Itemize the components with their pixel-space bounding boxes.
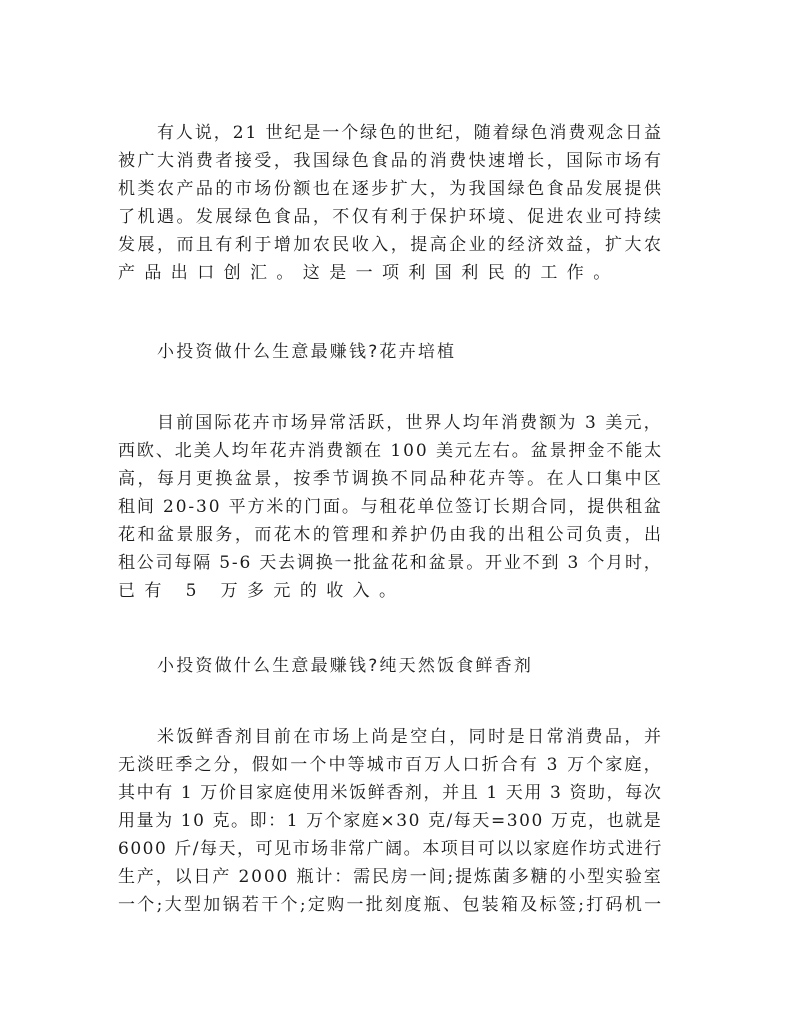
paragraph-line: 高，每月更换盆景，按季节调换不同品种花卉等。在人口集中区 bbox=[118, 469, 664, 489]
paragraph-line: 租公司每隔 5-6 天去调换一批盆花和盆景。开业不到 3 个月时， bbox=[118, 553, 663, 573]
paragraph-line: 6000 斤/每天，可见市场非常广阔。本项目可以以家庭作坊式进行 bbox=[118, 839, 663, 859]
paragraph-line: 用量为 10 克。即：1 万个家庭×30 克/每天=300 万克，也就是 bbox=[118, 811, 663, 831]
paragraph-line: 被广大消费者接受，我国绿色食品的消费快速增长，国际市场有 bbox=[118, 151, 664, 171]
section-heading-rice: 小投资做什么生意最赚钱?纯天然饭食鲜香剂 bbox=[157, 656, 534, 676]
paragraph-line: 租间 20-30 平方米的门面。与租花单位签订长期合同，提供租盆 bbox=[118, 497, 663, 517]
paragraph-line: 花和盆景服务，而花木的管理和养护仍由我的出租公司负责，出 bbox=[118, 525, 664, 545]
paragraph-line: 已有 5 万多元的收入。 bbox=[118, 581, 406, 601]
paragraph-line: 西欧、北美人均年花卉消费额在 100 美元左右。盆景押金不能太 bbox=[118, 441, 664, 461]
paragraph-line: 一个;大型加锅若干个;定购一批刻度瓶、包装箱及标签;打码机一 bbox=[118, 895, 664, 915]
paragraph-line: 产品出口创汇。这是一项利国利民的工作。 bbox=[118, 263, 620, 283]
section-heading-flowers: 小投资做什么生意最赚钱?花卉培植 bbox=[157, 342, 457, 362]
paragraph-line: 发展，而且有利于增加农民收入，提高企业的经济效益，扩大农 bbox=[118, 235, 664, 255]
paragraph-line: 了机遇。发展绿色食品，不仅有利于保护环境、促进农业可持续 bbox=[118, 207, 664, 227]
paragraph-line: 有人说，21 世纪是一个绿色的世纪，随着绿色消费观念日益 bbox=[157, 123, 663, 143]
paragraph-line: 机类农产品的市场份额也在逐步扩大，为我国绿色食品发展提供 bbox=[118, 179, 664, 199]
paragraph-line: 生产，以日产 2000 瓶计：需民房一间;提炼菌多糖的小型实验室 bbox=[118, 867, 663, 887]
paragraph-line: 无淡旺季之分，假如一个中等城市百万人口折合有 3 万个家庭， bbox=[118, 755, 663, 775]
paragraph-line: 米饭鲜香剂目前在市场上尚是空白，同时是日常消费品，并 bbox=[157, 727, 664, 747]
paragraph-line: 目前国际花卉市场异常活跃，世界人均年消费额为 3 美元， bbox=[157, 413, 663, 433]
paragraph-line: 其中有 1 万价目家庭使用米饭鲜香剂，并且 1 天用 3 资助，每次 bbox=[118, 783, 663, 803]
